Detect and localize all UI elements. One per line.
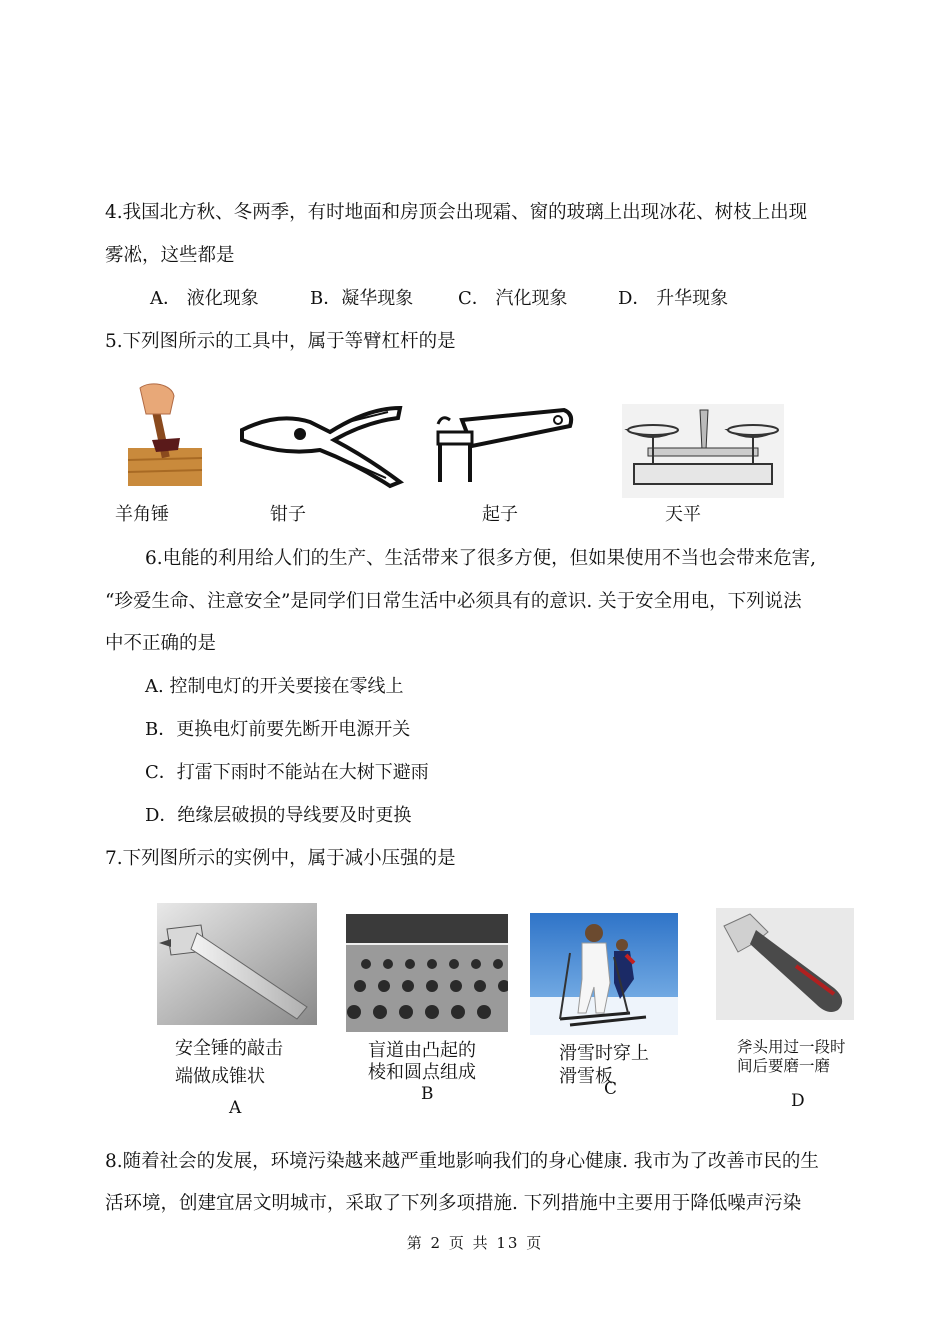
q7-a-line1: 安全锤的敲击 xyxy=(175,1038,283,1059)
q6-option-b: B．更换电灯前要先断开电源开关 xyxy=(145,719,411,740)
q4-option-a: A． 液化现象 xyxy=(150,288,259,309)
q7-a-line2: 端做成锥状 xyxy=(175,1066,265,1087)
axe-photo xyxy=(716,908,854,1020)
q7-c-line2: 滑雪板 xyxy=(559,1066,613,1087)
q6-stem-line1: 6.电能的利用给人们的生产、生活带来了很多方便，但如果使用不当也会带来危害, xyxy=(145,548,817,569)
q7-c-line1: 滑雪时穿上 xyxy=(559,1043,649,1064)
q8-stem-line1: 8.随着社会的发展，环境污染越来越严重地影响我们的身心健康. 我市为了改善市民的生 xyxy=(105,1151,819,1172)
q7-b-line2: 棱和圆点组成 xyxy=(368,1062,476,1083)
q7-d-letter: D xyxy=(791,1091,805,1111)
q7-c-letter: C xyxy=(604,1079,618,1099)
q8-stem-line2: 活环境，创建宜居文明城市，采取了下列多项措施. 下列措施中主要用于降低噪声污染 xyxy=(105,1193,802,1214)
q7-a-letter: A xyxy=(229,1098,242,1118)
q7-b-letter: B xyxy=(421,1084,434,1104)
tactile-paving-photo xyxy=(346,914,508,1032)
skiing-photo xyxy=(530,913,678,1035)
q6-option-a: A. 控制电灯的开关要接在零线上 xyxy=(145,676,404,697)
q6-stem-line2: “珍爱生命、注意安全”是同学们日常生活中必须具有的意识. 关于安全用电，下列说法 xyxy=(105,591,802,612)
q4-stem-line2: 雾凇，这些都是 xyxy=(105,245,235,266)
q7-d-line1: 斧头用过一段时 xyxy=(737,1038,846,1056)
q7-d-line2: 间后要磨一磨 xyxy=(737,1057,831,1075)
q6-option-c: C．打雷下雨时不能站在大树下避雨 xyxy=(145,762,429,783)
q6-option-d: D．绝缘层破损的导线要及时更换 xyxy=(145,805,412,826)
q4-stem-line1: 4.我国北方秋、冬两季，有时地面和房顶会出现霜、窗的玻璃上出现冰花、树枝上出现 xyxy=(105,202,808,223)
pliers-figure xyxy=(238,398,406,490)
q4-option-b: B．凝华现象 xyxy=(310,288,414,309)
bottle-opener-figure xyxy=(432,406,578,486)
q4-option-c: C． 汽化现象 xyxy=(458,288,568,309)
q5-caption-balance: 天平 xyxy=(665,504,701,525)
claw-hammer-figure xyxy=(126,380,206,488)
q4-option-d: D． 升华现象 xyxy=(618,288,729,309)
q7-b-line1: 盲道由凸起的 xyxy=(368,1040,476,1061)
q5-caption-opener: 起子 xyxy=(482,504,518,525)
balance-scale-figure xyxy=(622,404,784,498)
q7-stem: 7.下列图所示的实例中，属于减小压强的是 xyxy=(105,848,456,869)
safety-hammer-photo xyxy=(157,903,317,1025)
q6-stem-line3: 中不正确的是 xyxy=(105,633,217,654)
q5-stem: 5.下列图所示的工具中，属于等臂杠杆的是 xyxy=(105,331,456,352)
q5-caption-hammer: 羊角锤 xyxy=(115,504,169,525)
page-footer: 第 2 页 共 13 页 xyxy=(406,1234,544,1252)
q5-caption-pliers: 钳子 xyxy=(270,504,306,525)
